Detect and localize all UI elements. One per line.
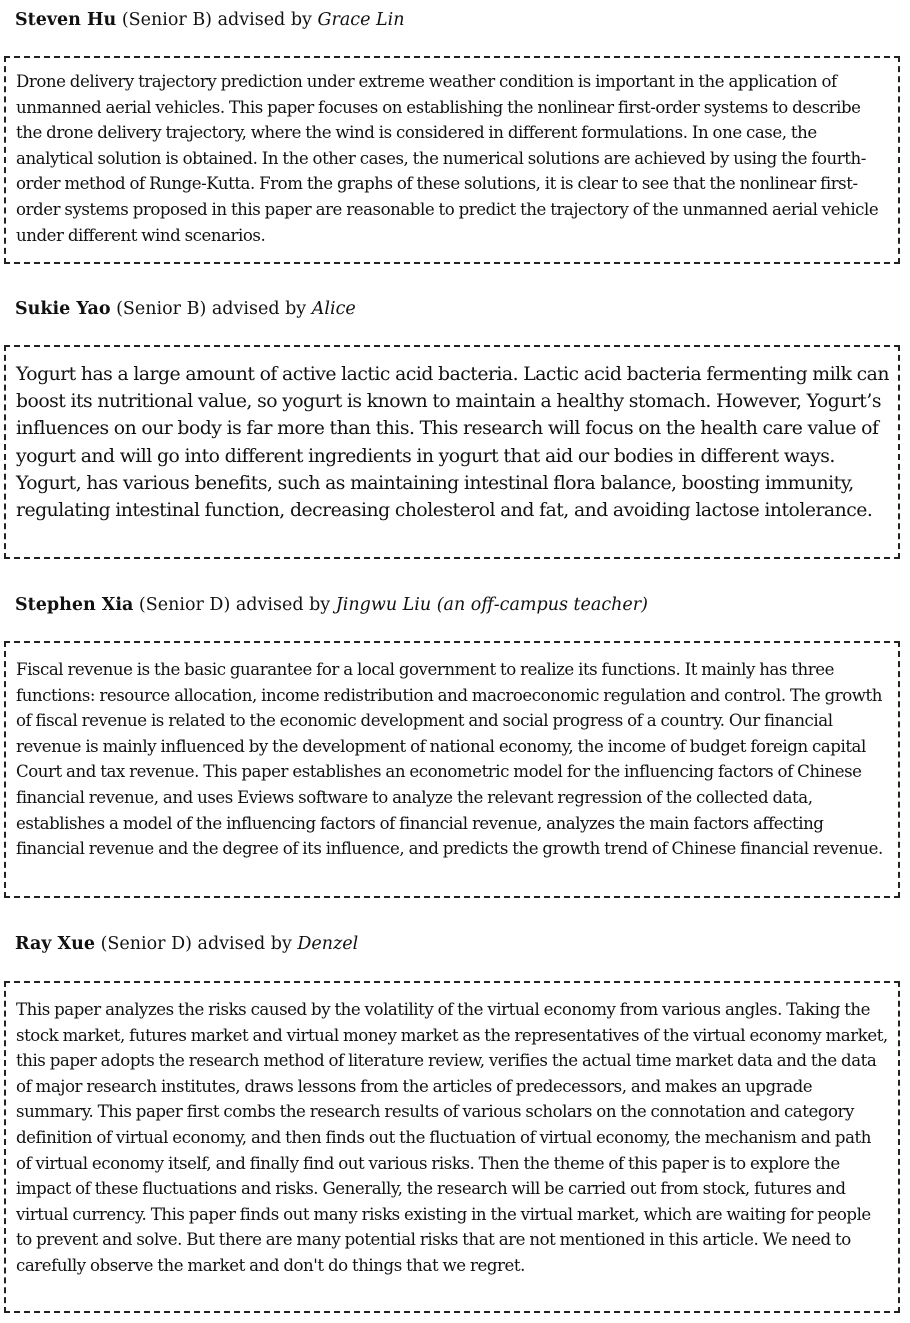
advised-by-label: advised by bbox=[235, 595, 331, 615]
advisor-name: Denzel bbox=[297, 934, 359, 954]
entry-heading-stephen-xia bbox=[15, 594, 648, 616]
student-name: Stephen Xia bbox=[15, 595, 134, 615]
advisor-name: Jingwu Liu (an off-campus teacher) bbox=[335, 595, 648, 615]
advisor-name: Alice bbox=[311, 299, 356, 319]
advised-by-label: advised by bbox=[217, 10, 312, 30]
abstract-box-sukie-yao bbox=[4, 345, 900, 559]
advisor-name: Grace Lin bbox=[317, 10, 405, 30]
advised-by-label: advised by bbox=[211, 299, 307, 319]
student-name: Steven Hu bbox=[15, 10, 117, 30]
entry-heading-sukie-yao bbox=[15, 298, 356, 320]
student-name: Sukie Yao bbox=[15, 299, 111, 319]
entry-heading-ray-xue bbox=[15, 933, 358, 955]
abstract-text: Drone delivery trajectory prediction under extreme weather condition is important in the application of unmanned aerial vehicles. This paper focuses on establishing the nonlinear first-order systems to describe the drone delivery trajectory, where the wind is considered in different formulations. In one case, the analytical solution is obtained. In the other cases, the numerical solutions are achieved by using the fourth-order method of Runge-Kutta. From the graphs of these solutions, it is clear to see that the nonlinear first-order systems proposed in this paper are reasonable to predict the trajectory of the unmanned aerial vehicle under different wind scenarios. bbox=[16, 72, 879, 245]
abstract-box-stephen-xia bbox=[4, 641, 900, 898]
entry-heading-steven-hu bbox=[15, 9, 404, 31]
abstract-box-ray-xue bbox=[4, 981, 900, 1313]
advised-by-label: advised by bbox=[197, 934, 292, 954]
abstract-text: Yogurt has a large amount of active lactic acid bacteria. Lactic acid bacteria fermenting milk can boost its nutritional value, so yogurt is known to maintain a healthy stomach. However, Yogurt’s influences on our body is far more than this. This research will focus on the health care value of yogurt and will go into different ingredients in yogurt that aid our bodies in different ways. Yogurt, has various benefits, such as maintaining intestinal flora balance, boosting immunity, regulating intestinal function, decreasing cholesterol and fat, and avoiding lactose intolerance. bbox=[16, 364, 889, 522]
student-grade: (Senior D) bbox=[138, 595, 231, 615]
abstract-text: This paper analyzes the risks caused by the volatility of the virtual economy from various angles. Taking the stock market, futures market and virtual money market as the representatives of the virtual economy market, this paper adopts the research method of literature review, verifies the actual time market data and the data of major research institutes, draws lessons from the articles of predecessors, and makes an upgrade summary. This paper first combs the research results of various scholars on the connotation and category definition of virtual economy, and then finds out the fluctuation of virtual economy, the mechanism and path of virtual economy itself, and finally find out various risks. Then the theme of this paper is to explore the impact of these fluctuations and risks. Generally, the research will be carried out from stock, futures and virtual currency. This paper finds out many risks existing in the virtual market, which are waiting for people to prevent and solve. But there are many potential risks that are not mentioned in this article. We need to carefully observe the market and don't do things that we regret. bbox=[16, 1000, 888, 1275]
student-name: Ray Xue bbox=[15, 934, 95, 954]
student-grade: (Senior B) bbox=[121, 10, 213, 30]
abstract-text: Fiscal revenue is the basic guarantee for a local government to realize its functions. It mainly has three functions: resource allocation, income redistribution and macroeconomic regulation and control. The growth of fiscal revenue is related to the economic development and social progress of a country. Our financial revenue is mainly influenced by the development of national economy, the income of budget foreign capital Court and tax revenue. This paper establishes an econometric model for the influencing factors of Chinese financial revenue, and uses Eviews software to analyze the relevant regression of the collected data, establishes a model of the influencing factors of financial revenue, analyzes the main factors affecting financial revenue and the degree of its influence, and predicts the growth trend of Chinese financial revenue. bbox=[16, 660, 883, 859]
student-grade: (Senior D) bbox=[100, 934, 192, 954]
student-grade: (Senior B) bbox=[116, 299, 207, 319]
abstract-box-steven-hu bbox=[4, 56, 900, 264]
